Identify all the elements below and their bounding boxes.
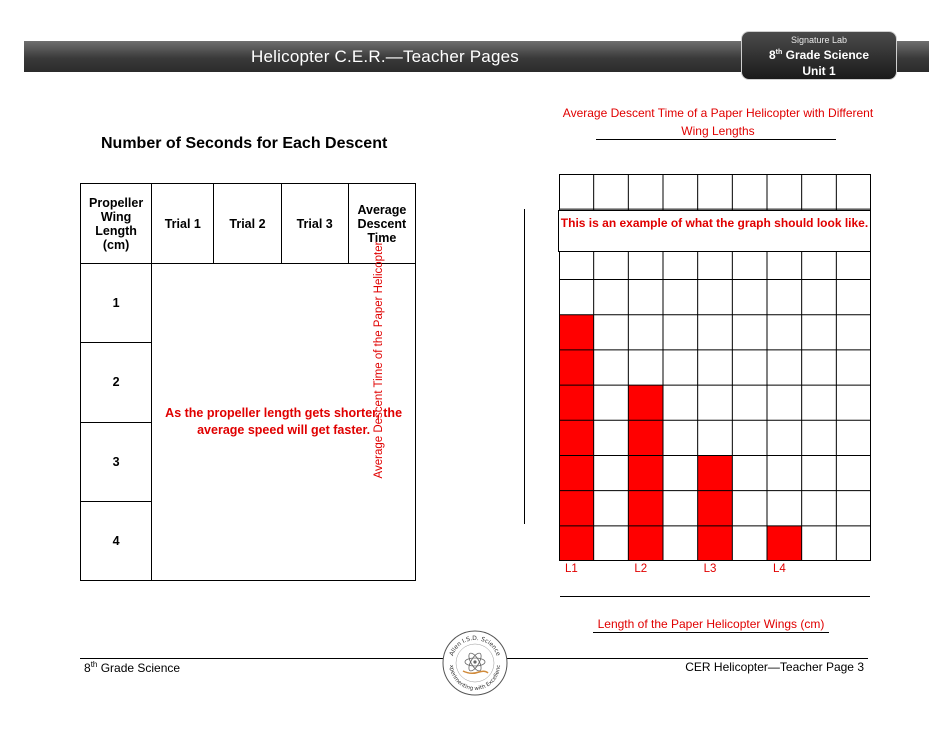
logo-text-bottom: xperimenting with Excellenc xyxy=(447,664,503,693)
y-axis-label: Average Descent Time of the Paper Helicopter xyxy=(373,241,385,479)
example-note: This is an example of what the graph should look like. xyxy=(558,210,871,252)
x-tick-label: L2 xyxy=(634,563,648,575)
badge-grade-sup: th xyxy=(775,49,783,56)
x-axis-label-underline xyxy=(593,632,829,633)
bar-l4 xyxy=(767,526,802,561)
page-title: Helicopter C.E.R.—Teacher Pages xyxy=(251,47,519,66)
row-label: 3 xyxy=(81,422,152,501)
footer-grade xyxy=(84,660,180,675)
atom-nucleus-icon xyxy=(473,660,476,663)
footer-grade-sup: th xyxy=(90,660,98,669)
table-header-cell: Trial 2 xyxy=(214,184,281,264)
x-axis-label: Length of the Paper Helicopter Wings (cm) xyxy=(597,617,825,631)
x-tick-label: L3 xyxy=(703,563,717,575)
table-header-cell: Trial 1 xyxy=(152,184,214,264)
descent-table xyxy=(80,183,416,581)
chart-title-underline xyxy=(596,139,836,140)
badge-grade xyxy=(742,45,896,63)
bar-l2 xyxy=(628,385,663,561)
badge-grade-num: 8 xyxy=(768,48,776,62)
x-tick-label: L1 xyxy=(565,563,578,575)
table-title: Number of Seconds for Each Descent xyxy=(101,135,388,152)
footer-grade-num: 8 xyxy=(84,661,91,675)
x-axis-line xyxy=(560,596,870,597)
row-label: 4 xyxy=(81,501,152,580)
footer-grade-rest: Grade Science xyxy=(97,661,181,675)
bar-l1 xyxy=(559,315,594,561)
table-row xyxy=(81,264,416,343)
badge-unit: Unit 1 xyxy=(802,64,836,78)
footer-page: CER Helicopter—Teacher Page 3 xyxy=(685,660,864,674)
x-tick-label: L4 xyxy=(773,563,786,575)
table-header-cell: Average Descent Time xyxy=(348,184,415,264)
allen-isd-science-logo xyxy=(441,629,509,697)
y-axis-label-line xyxy=(524,209,525,524)
row-label: 2 xyxy=(81,343,152,422)
table-header-cell: Trial 3 xyxy=(281,184,348,264)
row-label: 1 xyxy=(81,264,152,343)
conclusion-text: As the propeller length gets shorter, the average speed will get faster. xyxy=(152,264,416,581)
table-header-cell: Propeller Wing Length (cm) xyxy=(81,184,152,264)
bar-l3 xyxy=(698,455,733,561)
table-header-row xyxy=(81,184,416,264)
logo-text-top: Allen I.S.D. Science xyxy=(448,634,502,657)
badge-grade-rest: Grade Science xyxy=(782,48,869,62)
badge-signature-lab: Signature Lab xyxy=(790,35,848,45)
course-badge xyxy=(741,31,897,80)
chart-title: Average Descent Time of a Paper Helicopter with Different Wing Lengths xyxy=(562,106,874,138)
